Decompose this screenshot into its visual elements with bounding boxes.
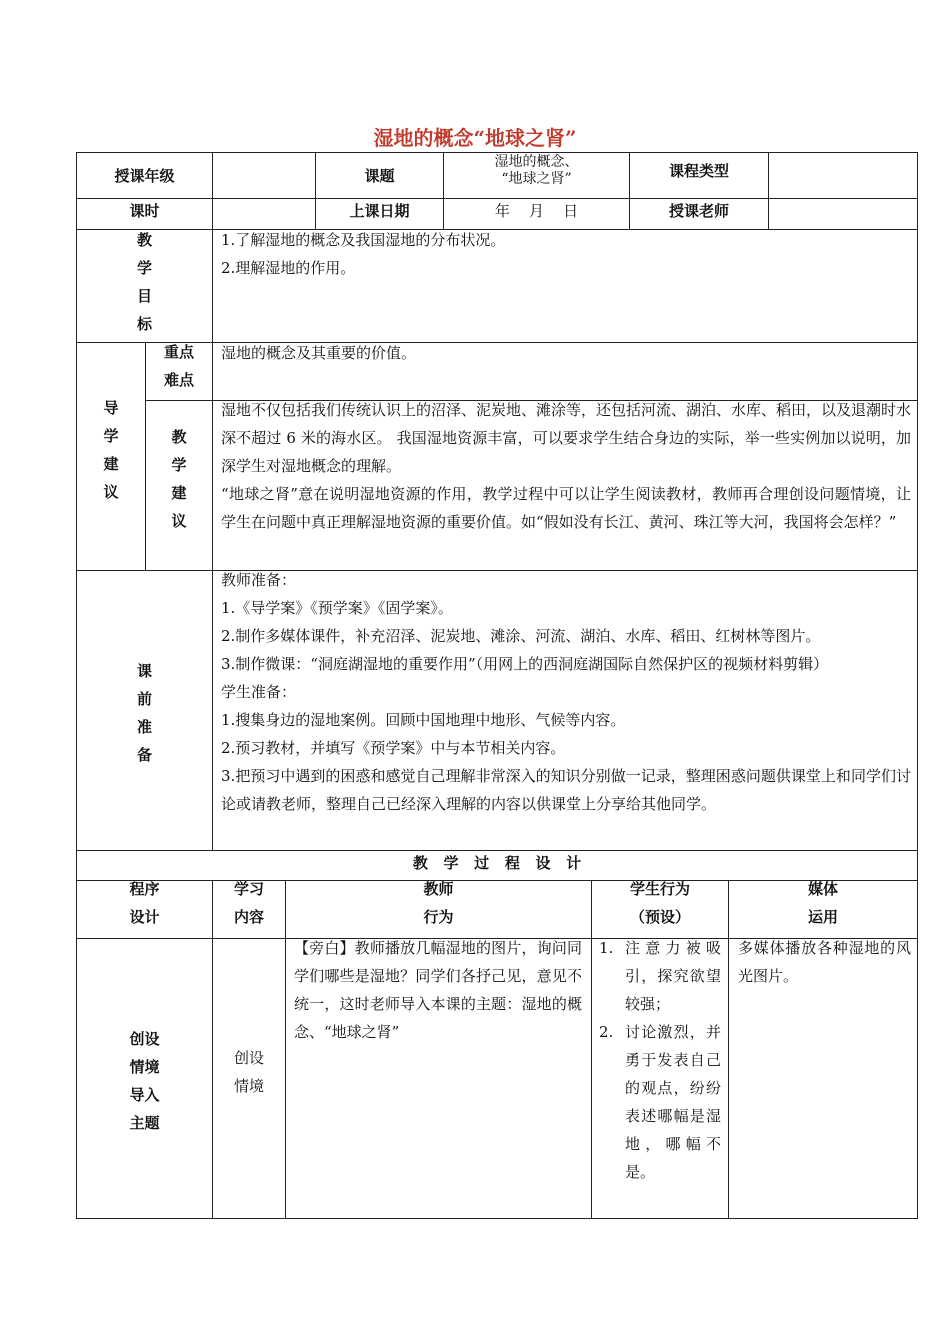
col-header-line: 媒体 (807, 880, 838, 898)
col-header-line: 学习 (233, 880, 264, 898)
item-number: 1. (599, 939, 614, 957)
student-prep-title: 学生准备： (221, 683, 297, 701)
item-text: 注意力被吸引，探究欲望较强； (625, 939, 721, 1013)
goals-label-char: 标 (136, 315, 152, 333)
col-header-line: 行为 (423, 908, 454, 926)
teacher-prep-item: 2.制作多媒体课件，补充沼泽、泥炭地、滩涂、河流、湖泊、水库、稻田、红树林等图片。 (221, 627, 821, 645)
goals-label (77, 226, 212, 338)
student-prep-item: 1.搜集身边的湿地案例。回顾中国地理中地形、气候等内容。 (221, 711, 626, 729)
teach-label-char: 教 (171, 428, 187, 446)
goals-list (221, 226, 911, 282)
col-header-step (77, 875, 212, 931)
hours-label: 课时 (129, 201, 160, 220)
student-behavior-item (599, 1018, 721, 1186)
goals-label-char: 教 (136, 231, 152, 249)
col-header-students (592, 875, 728, 931)
guide-label (77, 394, 145, 506)
type-value[interactable] (769, 153, 917, 198)
teaching-advice-text (221, 396, 911, 536)
row-step (77, 1025, 212, 1137)
teaching-advice-label (146, 423, 212, 535)
page-title: 湿地的概念“地球之肾” (373, 126, 577, 150)
col-header-line: 程序 (129, 880, 160, 898)
topic-value-line2: “地球之肾” (501, 171, 572, 187)
prep-label-char: 准 (136, 718, 152, 736)
teacher-prep-item: 3.制作微课：“洞庭湖湿地的重要作用”（用网上的西洞庭湖国际自然保护区的视频材料剪辑） (221, 655, 829, 673)
student-behavior-item (599, 934, 721, 1018)
guide-label-char: 议 (103, 483, 119, 501)
date-label: 上课日期 (349, 201, 410, 220)
row-student-behavior (599, 934, 721, 1186)
goal-item: 2.理解湿地的作用。 (221, 259, 356, 277)
key-label-line: 重点 (163, 343, 194, 361)
guide-label-char: 建 (103, 455, 119, 473)
row-step-line: 情境 (129, 1058, 160, 1076)
topic-label: 课题 (364, 167, 395, 185)
row-media: 多媒体播放各种湿地的风光图片。 (738, 939, 911, 985)
col-header-line: 设计 (129, 908, 160, 926)
col-header-line: 学生行为 (629, 880, 690, 898)
row-content-line: 创设 (233, 1049, 264, 1067)
row-step-line: 导入 (129, 1086, 160, 1104)
date-value: 年 月 日 (494, 201, 579, 220)
student-prep-item: 3.把预习中遇到的困惑和感觉自己理解非常深入的知识分别做一记录，整理困惑问题供课堂上和同学们讨论或请教老师，整理自己已经深入理解的内容以供课堂上分享给其他同学。 (221, 767, 911, 813)
teacher-prep-item: 1.《导学案》《预学案》《固学案》。 (221, 599, 453, 617)
guide-label-char: 导 (103, 399, 119, 417)
teacher-prep-title: 教师准备： (221, 571, 297, 589)
row-step-line: 创设 (129, 1030, 160, 1048)
prep-label-char: 备 (136, 746, 152, 764)
row-step-line: 主题 (129, 1114, 160, 1132)
item-text: 讨论激烈，并勇于发表自己的观点，纷纷表述哪幅是湿地，哪幅不是。 (625, 1023, 721, 1181)
col-header-line: （预设） (629, 908, 690, 926)
prep-label-char: 课 (136, 662, 152, 680)
row-content (213, 1044, 285, 1100)
col-header-line: 运用 (807, 908, 838, 926)
grade-value[interactable] (213, 153, 315, 198)
prep-label (77, 657, 212, 769)
teach-label-char: 建 (171, 484, 187, 502)
teacher-label: 授课老师 (668, 201, 729, 220)
teach-label-char: 议 (171, 512, 187, 530)
row-content-line: 情境 (233, 1077, 264, 1095)
teaching-advice-p2: “地球之肾”意在说明湿地资源的作用，教学过程中可以让学生阅读教材，教师再合理创设问题情境，让学生在问题中真正理解湿地资源的重要价值。如“假如没有长江、黄河、珠江等大河，我国将会怎样？” (221, 485, 911, 531)
prep-content (221, 566, 911, 818)
goals-label-char: 学 (136, 259, 152, 277)
col-header-line: 教师 (423, 880, 454, 898)
guide-label-char: 学 (103, 427, 119, 445)
key-label-line: 难点 (163, 371, 194, 389)
topic-value (444, 154, 629, 198)
design-section-title: 教 学 过 程 设 计 (412, 853, 582, 872)
key-points-text: 湿地的概念及其重要的价值。 (221, 344, 417, 362)
topic-value-line1: 湿地的概念、 (494, 154, 579, 170)
prep-label-char: 前 (136, 690, 152, 708)
col-header-media (729, 875, 917, 931)
item-number: 2. (599, 1023, 614, 1041)
grade-label: 授课年级 (114, 167, 175, 185)
teacher-value[interactable] (769, 199, 917, 229)
type-label: 课程类型 (668, 162, 729, 180)
teaching-advice-p1: 湿地不仅包括我们传统认识上的沼泽、泥炭地、滩涂等，还包括河流、湖泊、水库、稻田，以及退潮时水深不超过 6 米的海水区。 我国湿地资源丰富，可以要求学生结合身边的实际，举一些实例加以说明，加深学生对湿地概念的理解。 (221, 401, 912, 475)
col-header-teacher (286, 875, 591, 931)
row-teacher-action: 【旁白】教师播放几幅湿地的图片，询问同学们哪些是湿地？同学们各抒己见，意见不统一，这时老师导入本课的主题：湿地的概念、“地球之肾” (294, 939, 582, 1041)
key-points-label (146, 338, 212, 394)
col-header-line: 内容 (233, 908, 264, 926)
teach-label-char: 学 (171, 456, 187, 474)
goals-label-char: 目 (136, 287, 152, 305)
student-prep-item: 2.预习教材，并填写《预学案》中与本节相关内容。 (221, 739, 566, 757)
col-header-content (213, 875, 285, 931)
hours-value[interactable] (213, 199, 315, 229)
goal-item: 1.了解湿地的概念及我国湿地的分布状况。 (221, 231, 506, 249)
